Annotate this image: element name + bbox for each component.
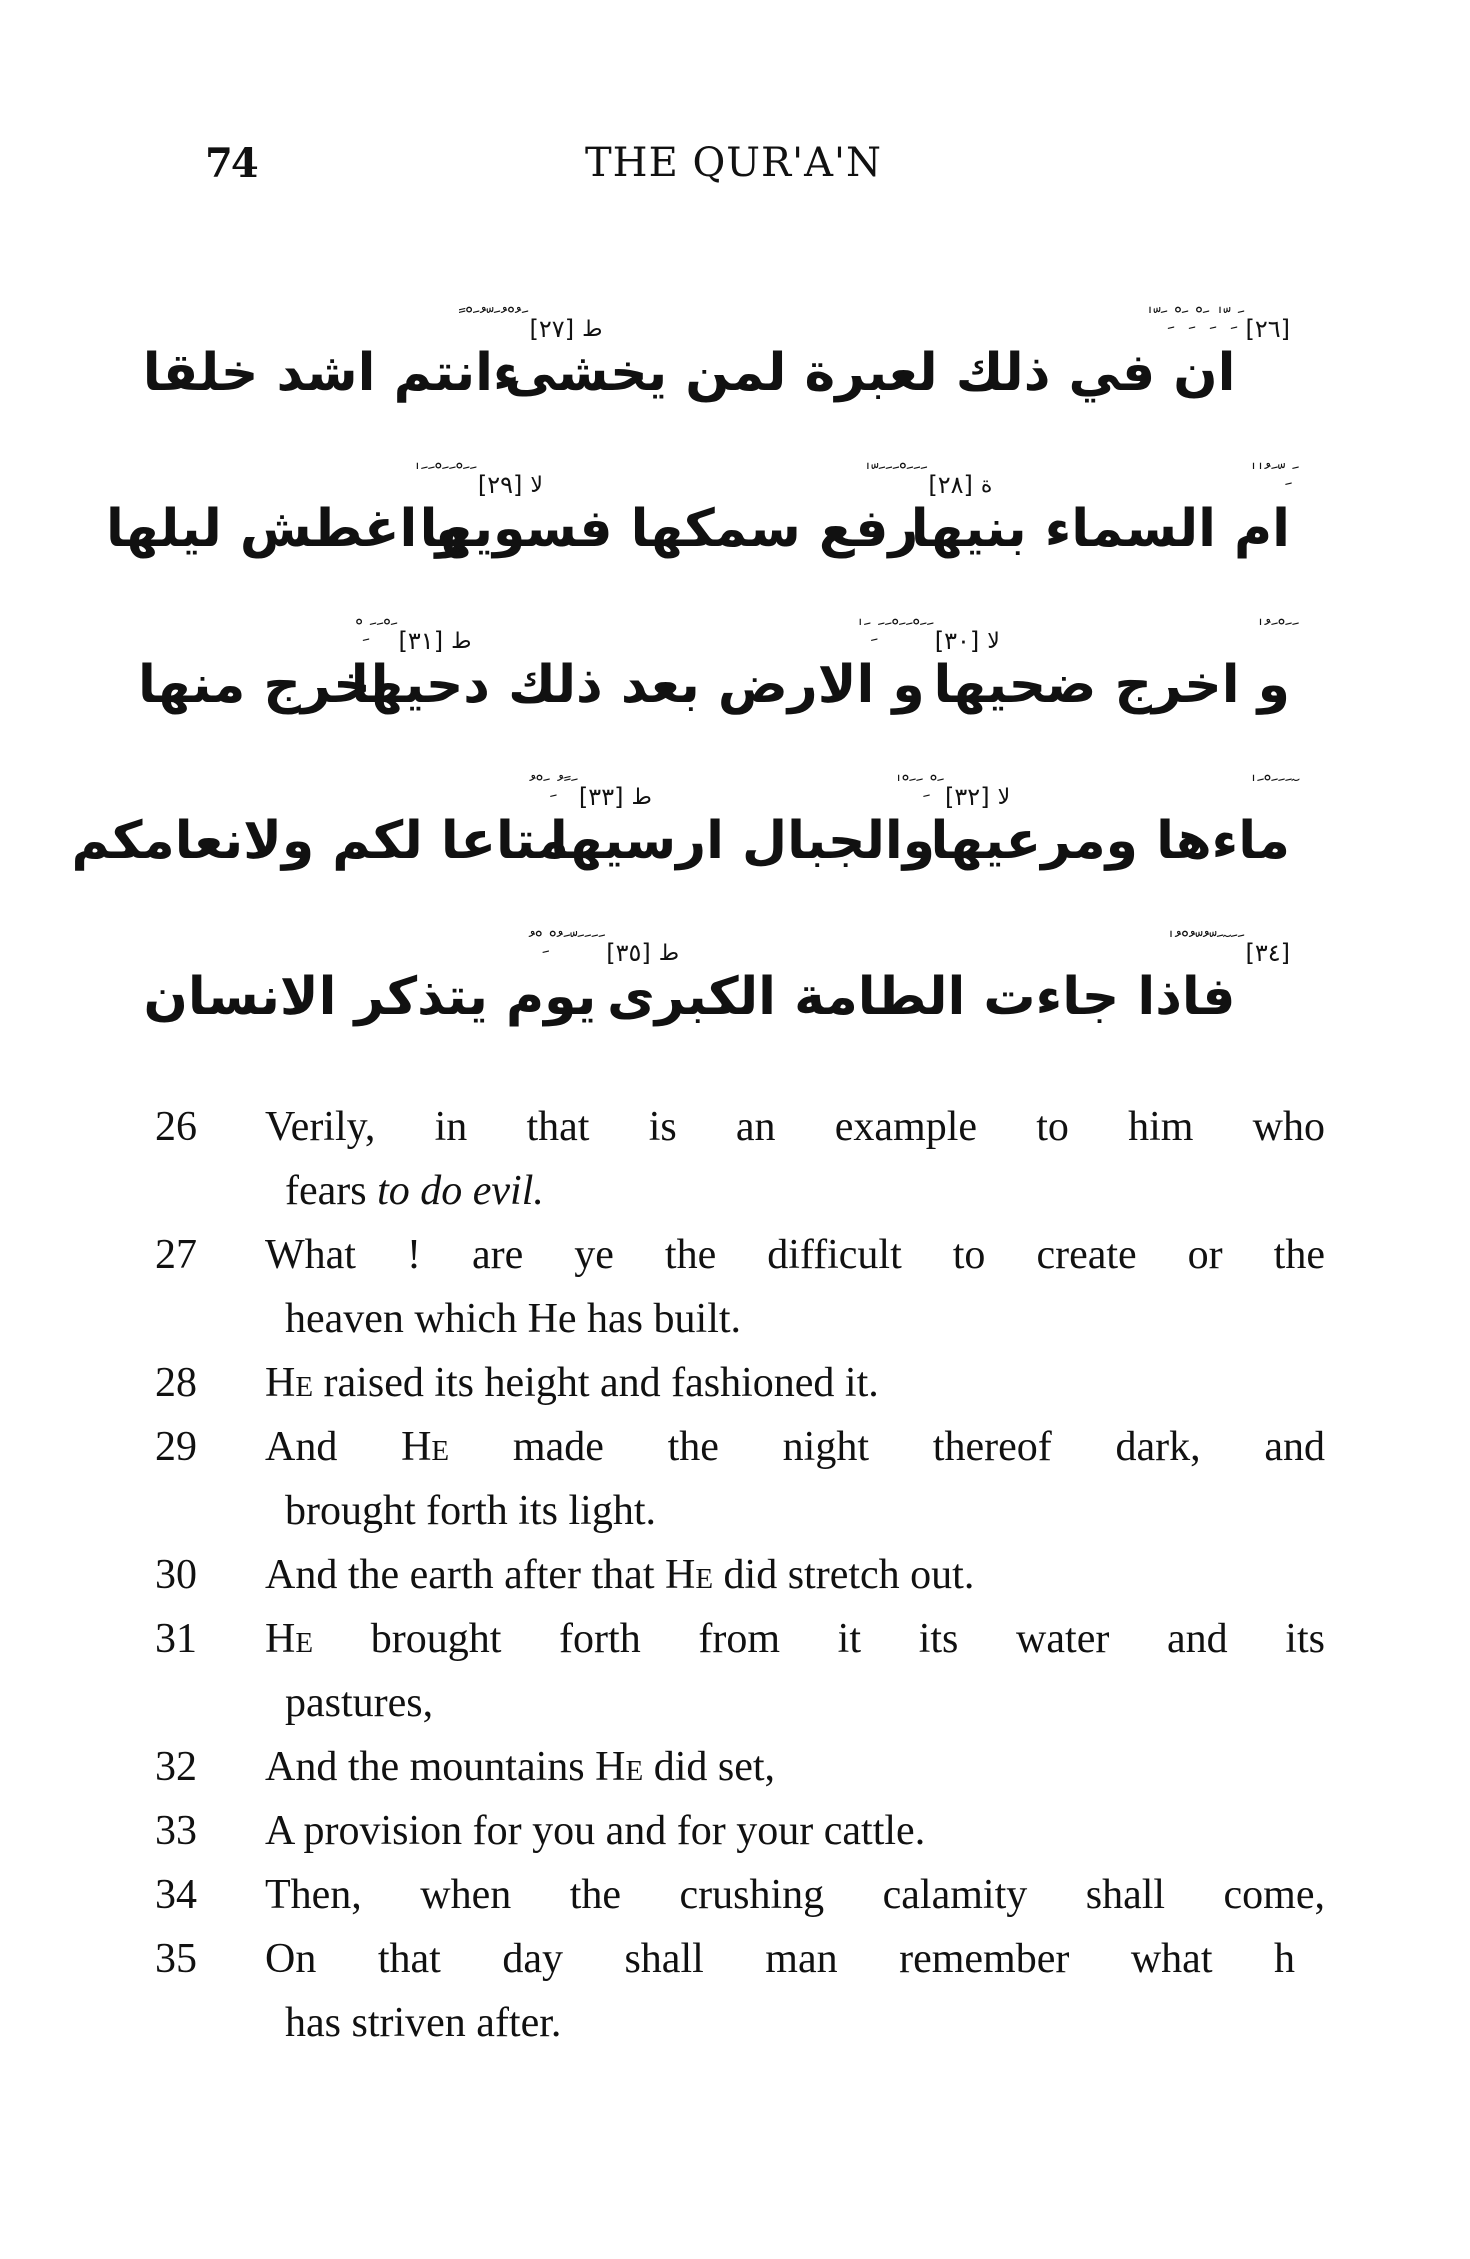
running-header — [200, 140, 1280, 200]
verse-number: 34 — [155, 1872, 197, 1918]
verse-33 — [155, 1799, 1325, 1863]
pause-mark: ط — [451, 628, 472, 654]
verse-continuation: has striven after. — [285, 2000, 562, 2046]
arabic-verse-text: و الارض بعد ذلك دحيها — [350, 655, 925, 715]
vowel-marks: َ ِ ّ ٰ ِ َ ْ ِ َ ْ ِ َ ّ ٰ — [1144, 307, 1236, 332]
verse-number: 31 — [155, 1616, 197, 1662]
vowel-marks: َ ْ ِ َ َ ْ ٰ — [893, 775, 936, 800]
verse-marker: [ ٣٠ ] — [935, 627, 980, 655]
arabic-line — [143, 874, 1290, 1030]
arabic-line — [142, 250, 1290, 406]
segment-body — [143, 307, 520, 406]
verse-marker: [ ٢٨ ] — [928, 471, 973, 499]
verse-continuation — [265, 1159, 1325, 1223]
arabic-verse-text: اخرج منها — [138, 655, 389, 715]
segment-markers — [1245, 931, 1290, 967]
segment-body — [351, 619, 925, 718]
verse-text: Verily, in that is an example to him who — [265, 1104, 1325, 1150]
vowel-marks: َ ُ ْ ُ َ ّ ُ َ ْ ً — [456, 307, 520, 332]
arabic-verse-text: ماءها ومرعيها — [930, 811, 1290, 871]
arabic-verse-text: والجبال ارسيها — [549, 811, 936, 871]
segment-body — [505, 307, 1236, 406]
verse-31 — [155, 1607, 1325, 1735]
vowel-marks: َ َ َ َ ّ َ ُ ْ ِ ْ ُ — [526, 931, 597, 956]
italic-text: to do evil. — [377, 1168, 544, 1214]
text-run: made the night thereof dark, and — [449, 1424, 1325, 1470]
verse-marker: [ ٣٢ ] — [945, 783, 990, 811]
verse-number: 32 — [155, 1744, 197, 1790]
verse-marker: [ ٢٩ ] — [478, 471, 523, 499]
verse-text: A provision for you and for your cattle. — [265, 1808, 926, 1854]
arabic-text-block — [71, 250, 1290, 1030]
verse-text — [265, 1351, 1325, 1415]
divine-pronoun: He — [265, 1360, 314, 1406]
verse-number: 33 — [155, 1808, 197, 1854]
segment-body — [144, 931, 597, 1030]
verse-marker: [ ٢٦ ] — [1245, 315, 1290, 343]
vowel-marks: ٓ َ َ َ ْ َ ٰ — [1248, 775, 1290, 800]
verse-27 — [155, 1223, 1325, 1351]
segment-body — [420, 463, 919, 562]
verse-number: 35 — [155, 1936, 197, 1982]
vowel-marks: َ َ ٓ َ ّ ُ ّ ُ ْ ُ ٰ — [1165, 931, 1236, 956]
segment-markers — [1245, 307, 1290, 343]
pause-mark: ط — [582, 316, 603, 342]
english-translation — [155, 1095, 1325, 2055]
vowel-marks: َ َ ْ َ َ ْ َ َ ٰ — [411, 463, 468, 488]
verse-number: 26 — [155, 1104, 197, 1150]
verse-text: What ! are ye the difficult to create or the — [265, 1232, 1325, 1278]
verse-text: On that day shall man remember what h — [265, 1936, 1295, 1982]
vowel-marks: َ َ ْ َ ُ ٰ — [1255, 619, 1290, 644]
segment-body — [72, 775, 569, 874]
divine-pronoun: He — [265, 1616, 314, 1662]
verse-marker: [ ٣١ ] — [399, 627, 444, 655]
verse-continuation: brought forth its light. — [285, 1488, 656, 1534]
text-run: And the mountains — [265, 1744, 596, 1790]
verse-29 — [155, 1415, 1325, 1543]
verse-30 — [155, 1543, 1325, 1607]
segment-body — [931, 775, 1290, 874]
verse-text — [265, 1415, 1325, 1479]
verse-number: 27 — [155, 1232, 197, 1278]
verse-continuation: heaven which He has built. — [285, 1296, 742, 1342]
divine-pronoun: He — [595, 1744, 644, 1790]
running-head: THE QUR'A'N — [585, 140, 882, 186]
verse-32 — [155, 1735, 1325, 1799]
verse-number: 29 — [155, 1424, 197, 1470]
arabic-verse-text: و اخرج ضحيها — [933, 655, 1290, 715]
verse-28 — [155, 1351, 1325, 1415]
arabic-verse-text: رفع سمكها فسويها — [419, 499, 919, 559]
pause-mark: لا — [997, 784, 1011, 810]
verse-marker: [ ٣٣ ] — [579, 783, 624, 811]
verse-35 — [155, 1927, 1325, 2055]
arabic-verse-text: يوم يتذكر الانسان — [143, 967, 597, 1027]
pause-mark: لا — [987, 628, 1000, 654]
text-run: And the earth after that — [265, 1552, 665, 1598]
arabic-verse-text: ان في ذلك لعبرة لمن يخشى — [504, 343, 1236, 403]
segment-body — [911, 463, 1290, 562]
pause-mark: ط — [658, 940, 680, 966]
verse-34 — [155, 1863, 1325, 1927]
arabic-line — [71, 718, 1290, 874]
arabic-verse-text: و اغطش ليلها — [105, 499, 468, 559]
segment-body — [550, 775, 935, 874]
verse-text: fears — [285, 1168, 378, 1214]
arabic-verse-text: ام السماء بنيها — [910, 499, 1290, 559]
verse-marker: [ ٣٤ ] — [1245, 939, 1290, 967]
segment-body — [934, 619, 1290, 718]
verse-26 — [155, 1095, 1325, 1223]
vowel-marks: َ َ َ ْ َ َ َ ّ ٰ — [862, 463, 919, 488]
pause-mark: ة — [980, 472, 993, 498]
arabic-line — [105, 406, 1290, 562]
vowel-marks: َ ً ُ ِ َ ْ ُ — [526, 775, 569, 800]
text-run: brought forth from it its water and its — [313, 1616, 1325, 1662]
text-run: did set, — [643, 1744, 776, 1790]
divine-pronoun: He — [664, 1552, 714, 1598]
verse-number: 30 — [155, 1552, 197, 1598]
vowel-marks: َ َ ْ َ َ ْ َ َ ِ َ ٰ — [854, 619, 925, 644]
arabic-verse-text: فاذا جاءت الطامة الكبرى — [607, 967, 1236, 1027]
verse-text — [265, 1735, 1325, 1799]
pause-mark: لا — [530, 472, 543, 498]
divine-pronoun: He — [401, 1424, 450, 1470]
arabic-line — [138, 562, 1290, 718]
text-run: did stretch out. — [713, 1552, 975, 1598]
verse-number: 28 — [155, 1360, 197, 1406]
verse-text — [265, 1543, 1325, 1607]
verse-text: Then, when the crushing calamity shall come, — [265, 1872, 1325, 1918]
page-number: 74 — [205, 140, 257, 187]
verse-text — [265, 1607, 1325, 1671]
vowel-marks: َ ِ ّ َ ُ ٰ ٰ — [1248, 463, 1290, 488]
pause-mark: ط — [631, 784, 652, 810]
arabic-verse-text: متاعا لكم ولانعامكم — [71, 811, 569, 871]
segment-body — [607, 931, 1235, 1030]
arabic-verse-text: ءانتم اشد خلقا — [142, 343, 520, 403]
verse-marker: [ ٢٧ ] — [530, 315, 575, 343]
verse-continuation: pastures, — [285, 1680, 434, 1726]
verse-marker: [ ٣٥ ] — [606, 939, 651, 967]
vowel-marks: َ ْ َ َ ِ ْ — [353, 619, 389, 644]
text-run: raised its height and fashioned it. — [313, 1360, 879, 1406]
text-run: And — [265, 1424, 402, 1470]
segment-body — [106, 463, 468, 562]
